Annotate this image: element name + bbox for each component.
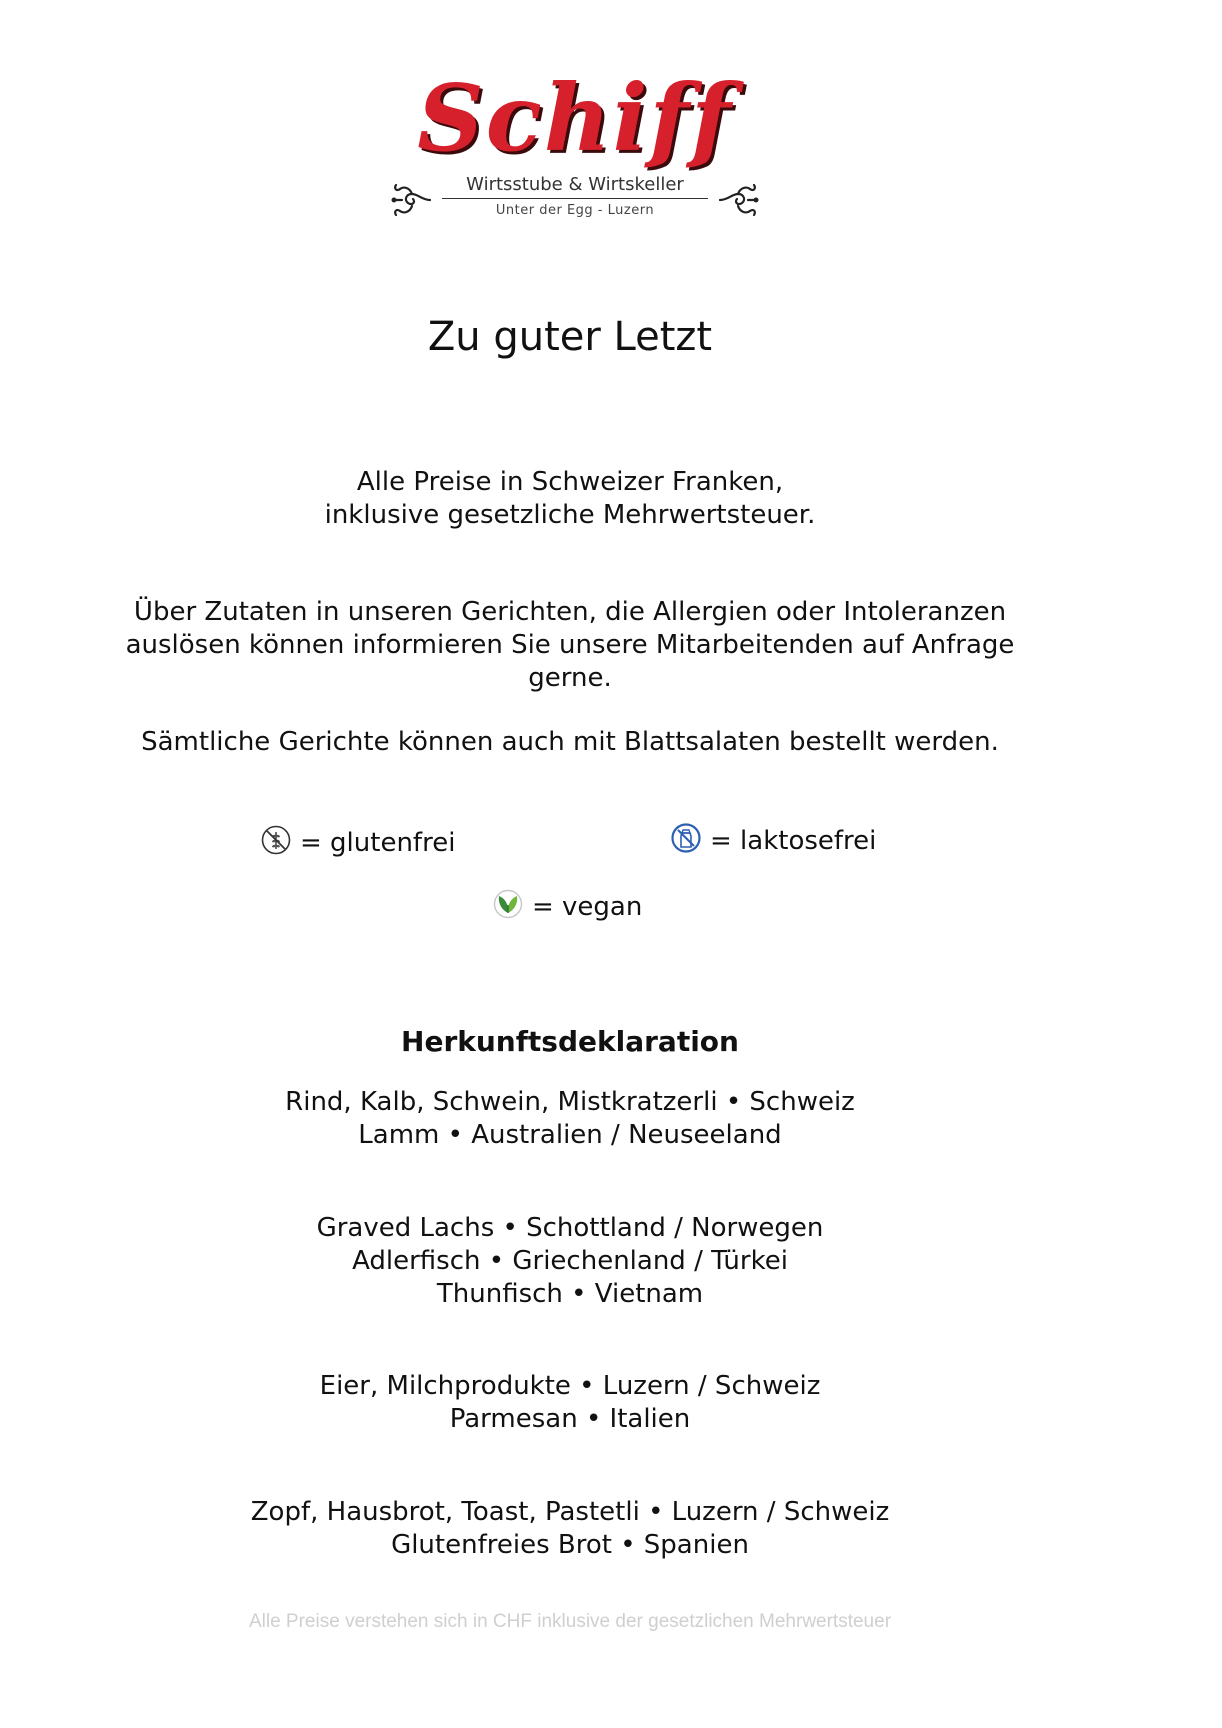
allergy-note-line-2: auslösen können informieren Sie unsere Mitarbeitenden auf Anfrage — [125, 630, 1015, 660]
origin-group-fish — [0, 1212, 1140, 1311]
lactose-free-icon — [670, 822, 702, 854]
vegan-icon — [492, 888, 524, 920]
restaurant-logo — [390, 64, 760, 228]
allergy-note-line-3: gerne. — [528, 663, 612, 693]
legend-vegan — [492, 888, 692, 924]
origin-line: Thunfisch • Vietnam — [436, 1279, 704, 1309]
origin-line: Rind, Kalb, Schwein, Mistkratzerli • Schweiz — [285, 1087, 855, 1117]
legend-gluten-free — [260, 824, 520, 860]
allergy-note-line-1: Über Zutaten in unseren Gerichten, die Allergien oder Intoleranzen — [133, 597, 1007, 627]
prices-note-line-2: inklusive gesetzliche Mehrwertsteuer. — [324, 500, 816, 530]
gluten-free-icon — [260, 824, 292, 856]
legend-vegan-label: = vegan — [532, 892, 643, 922]
prices-note — [0, 466, 1140, 532]
prices-note-line-1: Alle Preise in Schweizer Franken, — [356, 467, 784, 497]
origin-group-bread — [0, 1496, 1140, 1562]
origin-group-dairy — [0, 1370, 1140, 1436]
logo-wordmark: Schiff — [417, 64, 733, 172]
logo-subtitle: Wirtsstube & Wirtskeller — [466, 174, 684, 195]
logo-divider — [442, 198, 708, 199]
origin-line: Zopf, Hausbrot, Toast, Pastetli • Luzern / Schweiz — [250, 1497, 890, 1527]
legend-gluten-free-label: = glutenfrei — [300, 828, 456, 858]
origin-line: Lamm • Australien / Neuseeland — [358, 1120, 782, 1150]
origin-line: Adlerfisch • Griechenland / Türkei — [352, 1246, 788, 1276]
origin-line: Graved Lachs • Schottland / Norwegen — [316, 1213, 824, 1243]
origin-line: Eier, Milchprodukte • Luzern / Schweiz — [319, 1371, 821, 1401]
origin-line: Glutenfreies Brot • Spanien — [391, 1530, 749, 1560]
origin-heading: Herkunftsdeklaration — [401, 1025, 739, 1058]
page-title: Zu guter Letzt — [427, 314, 713, 360]
allergy-note — [0, 596, 1140, 695]
logo-location: Unter der Egg - Luzern — [495, 203, 655, 218]
origin-group-meat — [0, 1086, 1140, 1152]
legend-lactose-free — [670, 822, 930, 858]
legend-lactose-free-label: = laktosefrei — [710, 826, 877, 856]
footer-note: Alle Preise verstehen sich in CHF inklusive der gesetzlichen Mehrwertsteuer — [248, 1611, 892, 1632]
salad-note: Sämtliche Gerichte können auch mit Blattsalaten bestellt werden. — [141, 727, 999, 757]
origin-line: Parmesan • Italien — [449, 1404, 691, 1434]
